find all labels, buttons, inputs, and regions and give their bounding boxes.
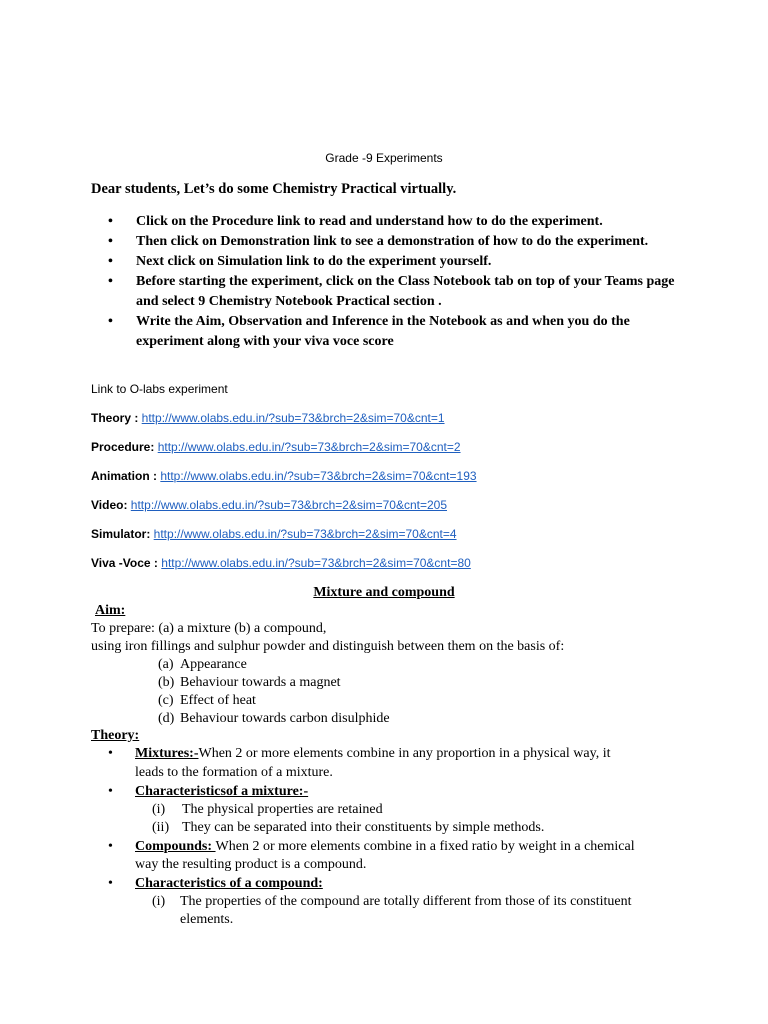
section-title: Mixture and compound — [313, 585, 455, 600]
aim-item-text: Behaviour towards carbon disulphide — [180, 711, 390, 726]
instruction-text: Before starting the experiment, click on the Class Notebook tab on top of your Teams page and select 9 Chemistry Notebook Practical section . — [136, 274, 675, 309]
aim-item-marker: (d) — [158, 711, 175, 726]
bullet-icon: • — [108, 784, 113, 799]
aim-item-text: Appearance — [180, 657, 247, 672]
procedure-link[interactable]: http://www.olabs.edu.in/?sub=73&brch=2&sim=70&cnt=2 — [157, 440, 461, 454]
aim-text: using iron fillings and sulphur powder and distinguish between them on the basis of: — [91, 639, 565, 654]
aim-heading: Aim: — [95, 603, 126, 618]
simulator-link[interactable]: http://www.olabs.edu.in/?sub=73&brch=2&sim=70&cnt=4 — [153, 527, 457, 541]
mixture-characteristic: They can be separated into their constituents by simple methods. — [182, 820, 545, 835]
list-item — [108, 232, 688, 252]
mixture-characteristic: The physical properties are retained — [182, 802, 383, 817]
compounds-definition — [135, 839, 635, 855]
bullet-icon: • — [108, 314, 113, 329]
instruction-text: Then click on Demonstration link to see a demonstration of how to do the experiment. — [136, 234, 649, 249]
link-label: Simulator: — [91, 527, 154, 541]
bullet-icon: • — [108, 254, 113, 269]
bullet-icon: • — [108, 214, 113, 229]
aim-item-text: Behaviour towards a magnet — [180, 675, 341, 690]
bullet-icon: • — [108, 274, 113, 289]
link-label: Procedure: — [91, 440, 158, 454]
compound-characteristic: The properties of the compound are totally different from those of its constituent — [180, 894, 632, 909]
compounds-text: way the resulting product is a compound. — [135, 857, 367, 872]
aim-item-text: Effect of heat — [180, 693, 256, 708]
aim-item-marker: (c) — [158, 693, 174, 708]
animation-link[interactable]: http://www.olabs.edu.in/?sub=73&brch=2&sim=70&cnt=193 — [160, 469, 477, 483]
mixtures-definition — [135, 746, 610, 762]
compounds-text: When 2 or more elements combine in a fixed ratio by weight in a chemical — [215, 839, 635, 854]
link-label: Animation : — [91, 469, 161, 483]
mixtures-term: Mixtures:- — [135, 746, 199, 761]
mixtures-text: When 2 or more elements combine in any proportion in a physical way, it — [198, 746, 611, 761]
link-row-simulator — [91, 527, 457, 541]
list-item — [108, 272, 688, 312]
aim-text: To prepare: (a) a mixture (b) a compound, — [91, 621, 327, 636]
page-title: Grade -9 Experiments — [325, 151, 443, 165]
list-item — [108, 312, 688, 352]
mixtures-text: leads to the formation of a mixture. — [135, 765, 333, 780]
link-label: Video: — [91, 498, 131, 512]
aim-item-marker: (b) — [158, 675, 175, 690]
list-marker: (i) — [152, 894, 166, 909]
bullet-icon: • — [108, 234, 113, 249]
aim-item-marker: (a) — [158, 657, 174, 672]
viva-voce-link[interactable]: http://www.olabs.edu.in/?sub=73&brch=2&sim=70&cnt=80 — [161, 556, 471, 570]
theory-link[interactable]: http://www.olabs.edu.in/?sub=73&brch=2&sim=70&cnt=1 — [141, 411, 445, 425]
instruction-list — [108, 212, 688, 352]
mixture-characteristics-heading: Characteristicsof a mixture:- — [135, 784, 309, 799]
link-row-animation — [91, 469, 477, 483]
link-row-video — [91, 498, 447, 512]
bullet-icon: • — [108, 746, 113, 761]
link-row-theory — [91, 411, 445, 425]
link-row-viva-voce — [91, 556, 471, 570]
link-label: Viva -Voce : — [91, 556, 162, 570]
list-item — [108, 212, 688, 232]
links-heading: Link to O-labs experiment — [91, 382, 228, 396]
list-marker: (i) — [152, 802, 166, 817]
theory-heading: Theory: — [91, 728, 140, 743]
compound-characteristics-heading: Characteristics of a compound: — [135, 876, 323, 891]
link-row-procedure — [91, 440, 461, 454]
bullet-icon: • — [108, 839, 113, 854]
greeting: Dear students, Let’s do some Chemistry Practical virtually. — [91, 181, 457, 197]
list-marker: (ii) — [152, 820, 170, 835]
bullet-icon: • — [108, 876, 113, 891]
link-label: Theory : — [91, 411, 142, 425]
instruction-text: Write the Aim, Observation and Inference in the Notebook as and when you do the experiment along with your viva voce score — [136, 314, 630, 349]
video-link[interactable]: http://www.olabs.edu.in/?sub=73&brch=2&sim=70&cnt=205 — [130, 498, 448, 512]
instruction-text: Click on the Procedure link to read and understand how to do the experiment. — [136, 214, 603, 229]
compound-characteristic: elements. — [180, 912, 234, 927]
instruction-text: Next click on Simulation link to do the experiment yourself. — [136, 254, 492, 269]
list-item — [108, 252, 688, 272]
compounds-term: Compounds: — [135, 839, 216, 854]
